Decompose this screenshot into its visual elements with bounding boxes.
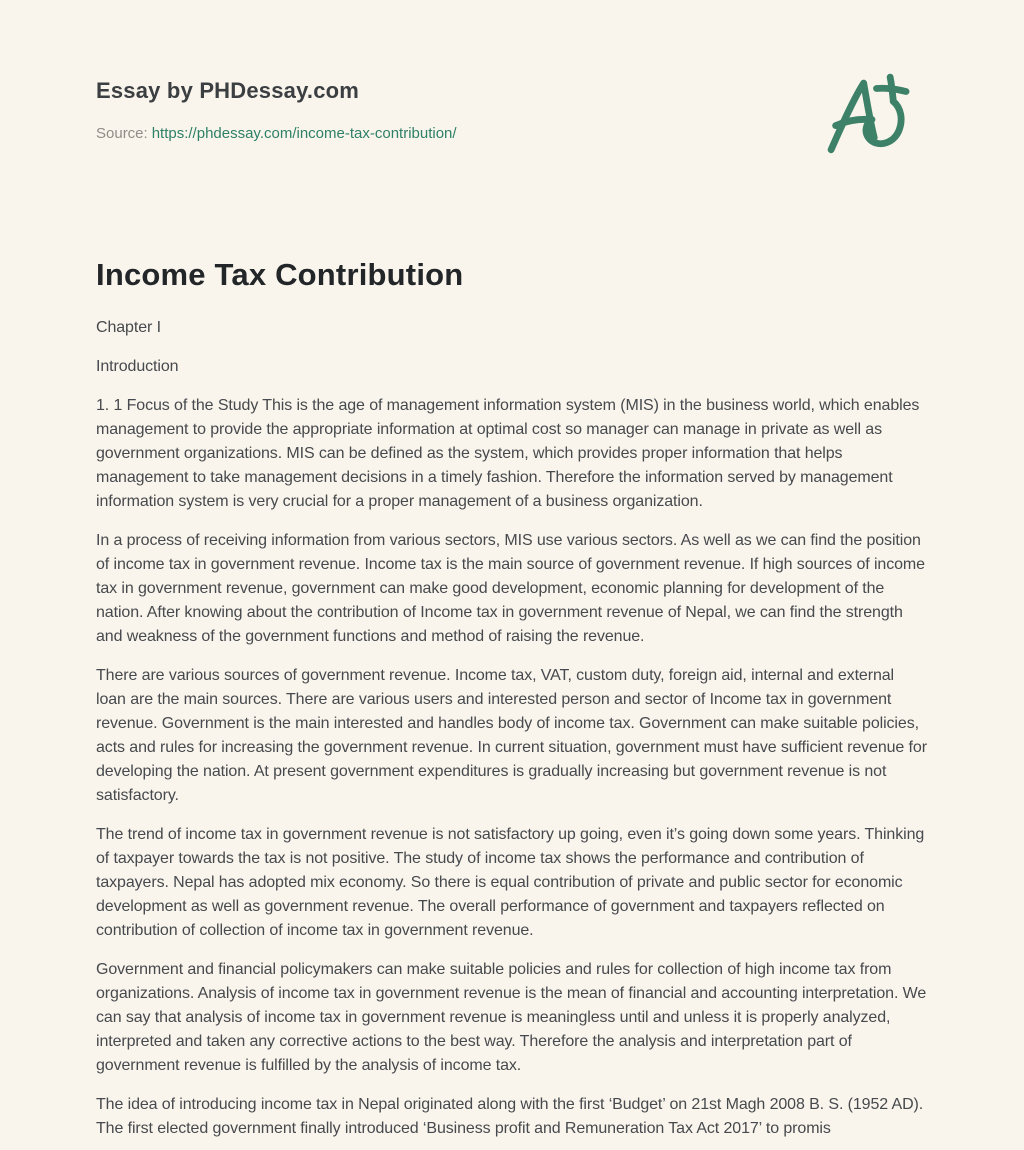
paragraph-body-2: In a process of receiving information from various sectors, MIS use various sectors. As well as we can find the position of income tax in government revenue. Income tax is the main source of government revenue. If high sources of income tax in government revenue, government can make good development, economic planning for development of the nation. After knowing about the contribution of Income tax in government revenue of Nepal, we can find the strength and weakness of the government functions and method of raising the revenue.	[96, 532, 925, 645]
paragraph-body-5: Government and financial policymakers can make suitable policies and rules for collection of high income tax from organizations. Analysis of income tax in government revenue is the mean of financial and accounting interpretation. We can say that analysis of income tax in government revenue is meaningless until and unless it is properly analyzed, interpreted and taken any corrective actions to the best way. Therefore the analysis and interpretation part of government revenue is fulfilled by the analysis of income tax.	[96, 961, 927, 1074]
paragraph-body-6: The idea of introducing income tax in Nepal originated along with the first ‘Budget’ on 21st Magh 2008 B. S. (1952 AD). The first elected government finally introduced ‘Business profit and Remuneration Tax Act 2017’ to promis	[96, 1096, 924, 1137]
paragraph-body-1: 1. 1 Focus of the Study This is the age of management information system (MIS) in the business world, which enables management to provide the appropriate information at optimal cost so manager can manage in private as well as government organizations. MIS can be defined as the system, which provides proper information that helps management to take management decisions in a timely fashion. Therefore the information served by management information system is very crucial for a proper management of a business organization.	[96, 397, 920, 510]
brand-title: Essay by PHDessay.com	[96, 78, 360, 103]
paragraph-body-4: The trend of income tax in government revenue is not satisfactory up going, even it’s going down some years. Thinking of taxpayer towards the tax is not positive. The study of income tax shows the performance and contribution of taxpayers. Nepal has adopted mix economy. So there is equal contribution of private and public sector for economic development as well as government revenue. The overall performance of government and taxpayers reflected on contribution of collection of income tax in government revenue.	[96, 826, 925, 939]
paragraph-chapter: Chapter I	[96, 319, 161, 336]
aplus-logo-icon	[822, 66, 928, 170]
paragraph-introduction: Introduction	[96, 358, 179, 375]
source-label: Source:	[96, 125, 148, 142]
source-line	[96, 125, 457, 142]
essay-title: Income Tax Contribution	[96, 257, 464, 292]
source-link[interactable]: https://phdessay.com/income-tax-contribution/	[151, 125, 457, 142]
page-header	[96, 78, 928, 170]
essay-content	[96, 256, 928, 1141]
header-text-block	[96, 78, 457, 142]
paragraph-body-3: There are various sources of government revenue. Income tax, VAT, custom duty, foreign aid, internal and external loan are the main sources. There are various users and interested person and sector of Income tax in government revenue. Government is the main interested and handles body of income tax. Government can make suitable policies, acts and rules for increasing the government revenue. In current situation, government must have sufficient revenue for developing the nation. At present government expenditures is gradually increasing but government revenue is not satisfactory.	[96, 667, 927, 804]
